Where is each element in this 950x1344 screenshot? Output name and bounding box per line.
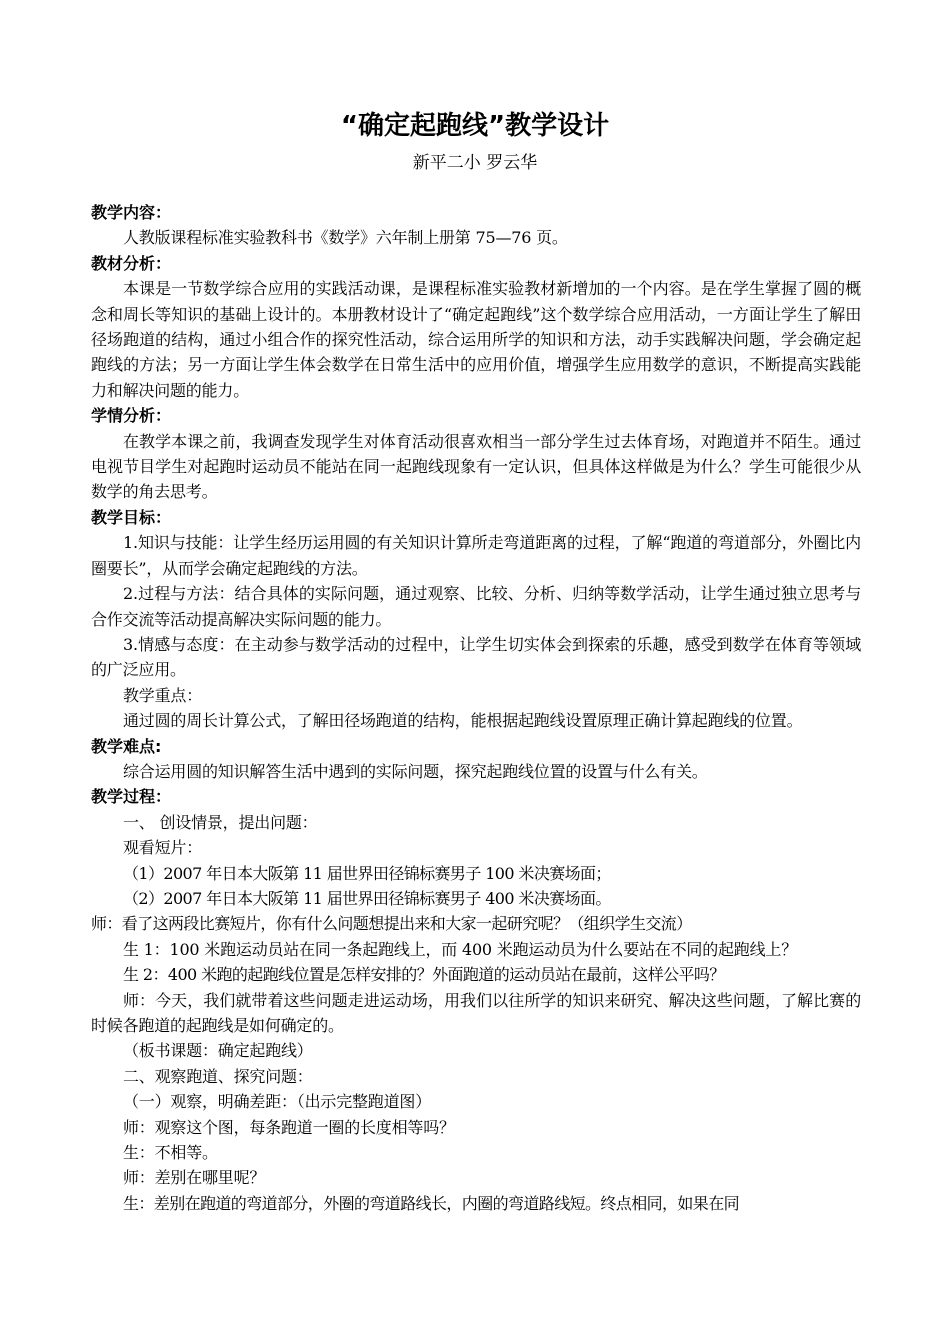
process-line: （一）观察，明确差距：（出示完整跑道图） [123, 1092, 432, 1112]
paragraph: 3.情感与态度：在主动参与数学活动的过程中，让学生切实体会到探索的乐趣，感受到数学在体育等领域的广泛应用。 [91, 634, 861, 680]
document-title: “确定起跑线”教学设计 [340, 111, 610, 141]
process-line: （2）2007 年日本大阪第 11 届世界田径锦标赛男子 400 米决赛场面。 [123, 888, 611, 908]
dialogue-line: 师：看了这两段比赛短片，你有什么问题想提出来和大家一起研究呢？（组织学生交流） [91, 914, 692, 934]
dialogue-line: 生 1：100 米跑运动员站在同一条起跑线上，而 400 米跑运动员为什么要站在不同的起跑线上？ [123, 939, 798, 959]
dialogue-line: 生：不相等。 [123, 1143, 218, 1163]
paragraph: 在教学本课之前，我调查发现学生对体育活动很喜欢相当一部分学生过去体育场，对跑道并不陌生。通过电视节目学生对起跑时运动员不能站在同一起跑线现象有一定认识，但具体这样做是为什么？学生可能很少从数学的角去思考。 [91, 431, 861, 502]
key-point-label: 教学重点： [123, 685, 203, 705]
dialogue-line: 师：差别在哪里呢？ [123, 1168, 266, 1188]
paragraph: 2.过程与方法：结合具体的实际问题，通过观察、比较、分析、归纳等数学活动，让学生通过独立思考与合作交流等活动提高解决实际问题的能力。 [91, 584, 861, 629]
section-heading-goals: 教学目标： [91, 507, 172, 527]
process-line: 一、 创设情景，提出问题： [123, 812, 318, 832]
paragraph: 本课是一节数学综合应用的实践活动课，是课程标准实验教材新增加的一个内容。是在学生掌握了圆的概念和周长等知识的基础上设计的。本册教材设计了“确定起跑线”这个数学综合应用活动，一方面让学生了解田径场跑道的结构，通过小组合作的探究性活动，综合运用所学的知识和方法，动手实践解决问题，学会确定起跑线的方法；另一方面让学生体会数学在日常生活中的应用价值，增强学生应用数学的意识，不断提高实践能力和解决问题的能力。 [91, 279, 861, 400]
process-line: （1）2007 年日本大阪第 11 届世界田径锦标赛男子 100 米决赛场面； [123, 863, 611, 883]
process-line: （板书课题：确定起跑线） [123, 1041, 313, 1061]
process-line: 二、观察跑道、探究问题： [123, 1066, 313, 1086]
section-heading-content: 教学内容： [91, 203, 172, 222]
document-author: 新平二小 罗云华 [412, 153, 538, 173]
paragraph: 1.知识与技能：让学生经历运用圆的有关知识计算所走弯道距离的过程，了解“跑道的弯道部分，外圈比内圈要长”，从而学会确定起跑线的方法。 [91, 533, 861, 578]
section-heading-process: 教学过程： [91, 787, 172, 807]
section-heading-students: 学情分析： [91, 406, 172, 426]
paragraph: 综合运用圆的知识解答生活中遇到的实际问题，探究起跑线位置的设置与什么有关。 [123, 761, 708, 781]
dialogue-line: 师：今天，我们就带着这些问题走进运动场，用我们以往所学的知识来研究、解决这些问题，了解比赛的时候各跑道的起跑线是如何确定的。 [91, 990, 861, 1035]
process-line: 观看短片： [123, 838, 203, 858]
dialogue-line: 师：观察这个图，每条跑道一圈的长度相等吗？ [123, 1117, 455, 1137]
dialogue-line: 生：差别在跑道的弯道部分，外圈的弯道路线长，内圈的弯道路线短。终点相同，如果在同 [123, 1193, 740, 1213]
paragraph: 人教版课程标准实验教科书《数学》六年制上册第 75—76 页。 [123, 228, 568, 248]
dialogue-line: 生 2：400 米跑的起跑线位置是怎样安排的？外面跑道的运动员站在最前，这样公平吗？ [123, 965, 725, 985]
section-heading-material: 教材分析： [91, 253, 172, 273]
document-body [91, 200, 861, 1216]
section-heading-difficulty: 教学难点: [91, 736, 162, 756]
paragraph: 通过圆的周长计算公式，了解田径场跑道的结构，能根据起跑线设置原理正确计算起跑线的位置。 [123, 711, 803, 731]
